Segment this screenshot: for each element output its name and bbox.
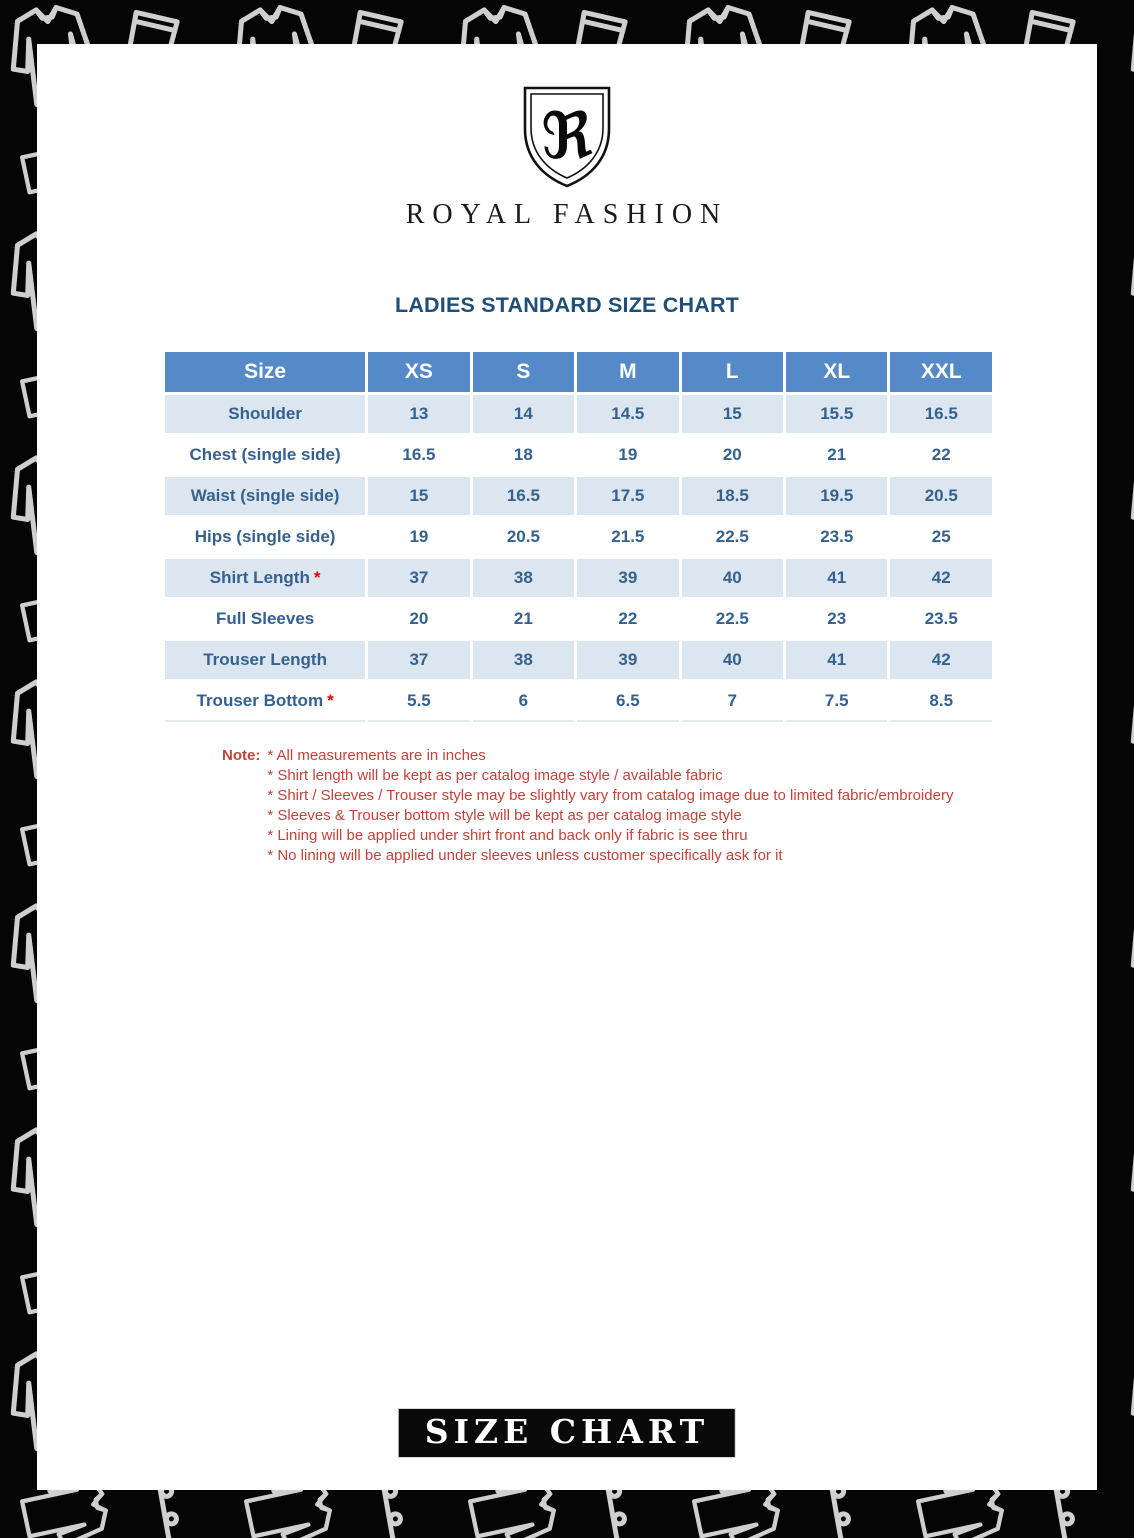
size-table [162,349,995,725]
column-header-s: S [473,352,574,392]
measurement-cell: 39 [577,641,678,679]
measurement-cell: 13 [368,395,469,433]
measurement-cell: 19 [618,445,638,464]
measurement-cell: 7 [682,682,783,722]
row-label: Hips (single side) [194,527,336,546]
measurement-cell: 41 [786,559,887,597]
measurement-cell: 14 [473,395,574,433]
note-label: Note: [222,747,261,764]
measurement-cell: 37 [368,641,469,679]
measurement-cell: 20.5 [890,477,992,515]
measurement-cell: 18 [513,445,533,464]
brand-name: ROYAL FASHION [405,199,729,230]
table-row [165,682,992,722]
note-line: * Shirt / Sleeves / Trouser style may be slightly vary from catalog image due to limited fabric/embroidery [267,787,954,804]
table-row [165,518,992,556]
royal-fashion-shield-icon [521,85,613,189]
measurement-cell: 23 [827,609,847,628]
measurement-cell: 18.5 [682,477,783,515]
measurement-cell: 22.5 [715,527,749,546]
note-line: * No lining will be applied under sleeves unless customer specifically ask for it [267,847,783,864]
column-header-xxl: XXL [890,352,992,392]
measurement-cell: 15 [682,395,783,433]
row-label: Chest (single side) [189,445,341,464]
measurement-cell: 23.5 [924,609,958,628]
measurement-cell: 42 [890,641,992,679]
measurement-cell: 37 [368,559,469,597]
page-title: LADIES STANDARD SIZE CHART [394,293,740,317]
table-row [165,395,992,433]
measurement-cell: 22 [618,609,638,628]
page-content [37,44,1097,1490]
row-label: Trouser Bottom * [165,682,365,722]
measurement-cell: 16.5 [890,395,992,433]
measurement-cell: 39 [577,559,678,597]
measurement-cell: 38 [473,559,574,597]
measurement-cell: 5.5 [368,682,469,722]
measurement-cell: 17.5 [577,477,678,515]
table-row [165,477,992,515]
measurement-cell: 25 [931,527,951,546]
measurement-cell: 20 [722,445,742,464]
measurement-cell: 14.5 [577,395,678,433]
notes-block [222,746,1097,866]
measurement-cell: 21 [827,445,847,464]
measurement-cell: 7.5 [786,682,887,722]
row-label: Shirt Length * [165,559,365,597]
measurement-cell: 15 [368,477,469,515]
header-row [165,352,992,392]
size-table-body [165,395,992,722]
column-header-l: L [682,352,783,392]
measurement-cell: 22.5 [715,609,749,628]
row-label: Trouser Length [165,641,365,679]
column-header-size: Size [165,352,365,392]
column-header-m: M [577,352,678,392]
measurement-cell: 19 [409,527,429,546]
column-header-xl: XL [786,352,887,392]
measurement-cell: 21 [513,609,533,628]
measurement-cell: 42 [890,559,992,597]
measurement-cell: 40 [682,559,783,597]
measurement-cell: 41 [786,641,887,679]
measurement-cell: 16.5 [402,445,436,464]
measurement-cell: 23.5 [820,527,854,546]
table-row [165,641,992,679]
measurement-cell: 38 [473,641,574,679]
note-line: * Shirt length will be kept as per catalog image style / available fabric [267,767,723,784]
row-label: Full Sleeves [215,609,315,628]
measurement-cell: 15.5 [786,395,887,433]
column-header-xs: XS [368,352,469,392]
note-items [267,746,953,866]
note-line: * Lining will be applied under shirt front and back only if fabric is see thru [267,827,748,844]
note-line: * Sleeves & Trouser bottom style will be kept as per catalog image style [267,807,742,824]
logo-letter: ℜ [540,100,594,174]
note-line: * All measurements are in inches [267,747,486,764]
measurement-cell: 20.5 [506,527,540,546]
measurement-cell: 6.5 [577,682,678,722]
measurement-cell: 40 [682,641,783,679]
row-label: Waist (single side) [165,477,365,515]
table-row [165,559,992,597]
red-asterisk: * [313,568,321,587]
measurement-cell: 21.5 [611,527,645,546]
measurement-cell: 16.5 [473,477,574,515]
measurement-cell: 22 [931,445,951,464]
size-chart-banner: SIZE CHART [399,1409,735,1457]
measurement-cell: 6 [473,682,574,722]
row-label: Shoulder [165,395,365,433]
measurement-cell: 8.5 [890,682,992,722]
measurement-cell: 19.5 [786,477,887,515]
table-row [165,600,992,638]
table-row [165,436,992,474]
size-table-head [165,352,992,392]
red-asterisk: * [327,691,334,710]
measurement-cell: 20 [409,609,429,628]
